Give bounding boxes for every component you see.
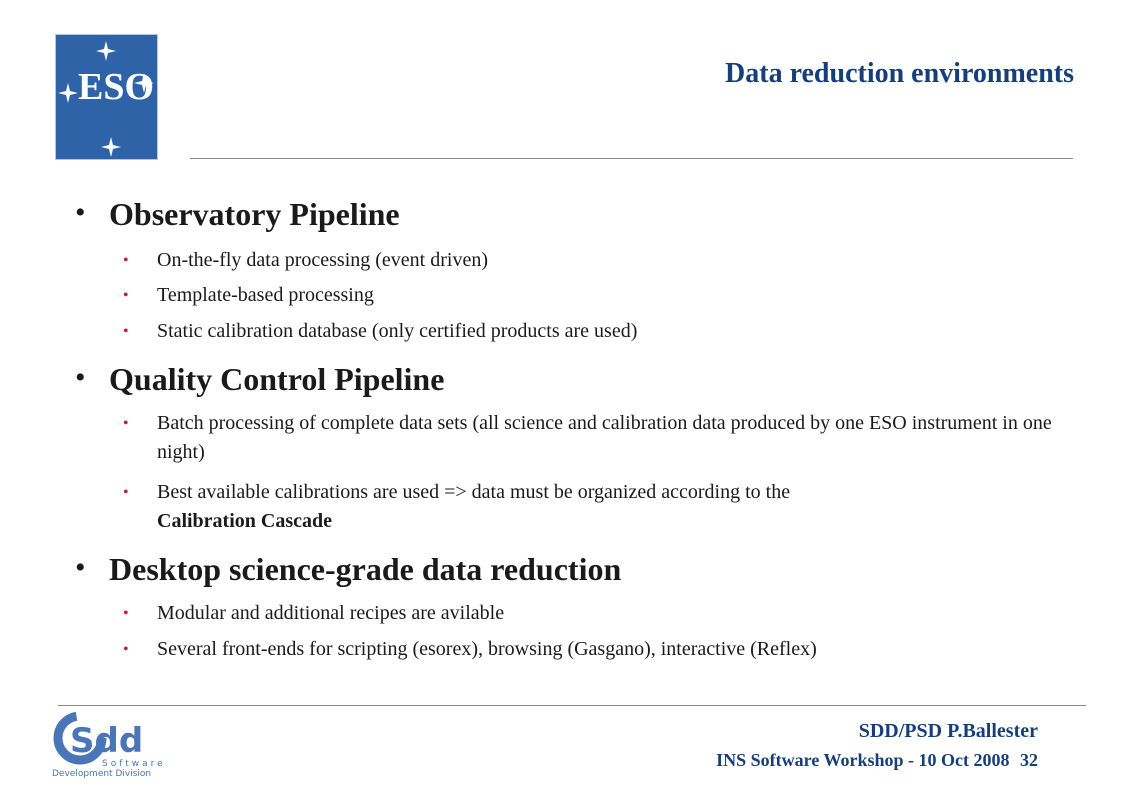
list-item bbox=[123, 635, 1057, 664]
list-item-text: Several front-ends for scripting (esorex), browsing (Gasgano), interactive (Reflex) bbox=[157, 638, 817, 660]
sdd-logo-software: Software bbox=[102, 759, 166, 769]
list-item bbox=[123, 599, 1057, 628]
list-item bbox=[123, 246, 1057, 275]
footer-divider bbox=[58, 705, 1086, 706]
bullet-icon: • bbox=[123, 323, 129, 340]
section-heading bbox=[75, 361, 445, 398]
eso-logo-es: ESO bbox=[78, 66, 155, 108]
section-heading-text: Observatory Pipeline bbox=[109, 196, 400, 232]
sdd-logo-division: Development Division bbox=[52, 769, 152, 778]
bullet-icon: • bbox=[75, 196, 86, 229]
bullet-icon: • bbox=[123, 415, 129, 432]
bullet-icon: • bbox=[75, 361, 86, 394]
bullet-icon: • bbox=[123, 605, 129, 622]
section-heading bbox=[75, 196, 400, 233]
footer-event: INS Software Workshop - 10 Oct 2008 bbox=[716, 750, 1010, 770]
section-heading-text: Desktop science-grade data reduction bbox=[109, 551, 622, 587]
list-item-text: Modular and additional recipes are avilable bbox=[157, 602, 505, 624]
list-item bbox=[123, 409, 1057, 467]
header-divider bbox=[190, 158, 1073, 159]
list-item-text: Template-based processing bbox=[157, 284, 374, 306]
footer-event-line bbox=[716, 750, 1038, 771]
sdd-logo-letters: Sdd bbox=[70, 721, 144, 761]
list-item-text: On-the-fly data processing (event driven) bbox=[157, 249, 488, 271]
list-item-text: Best available calibrations are used => data must be organized according to the bbox=[157, 481, 791, 503]
list-item-text: Static calibration database (only certified products are used) bbox=[157, 320, 638, 342]
eso-logo bbox=[55, 34, 158, 160]
list-item-bold-text: Calibration Cascade bbox=[157, 510, 332, 532]
section-heading bbox=[75, 551, 622, 588]
bullet-icon: • bbox=[75, 551, 86, 584]
bullet-icon: • bbox=[123, 287, 129, 304]
list-item-text: Batch processing of complete data sets (all science and calibration data produced by one ESO instrument in one night) bbox=[157, 412, 1052, 463]
footer-author: SDD/PSD P.Ballester bbox=[858, 720, 1038, 742]
section-heading-text: Quality Control Pipeline bbox=[109, 361, 445, 397]
bullet-icon: • bbox=[123, 484, 129, 501]
page-title: Data reduction environments bbox=[725, 58, 1074, 89]
page-number: 32 bbox=[1020, 750, 1038, 770]
list-item bbox=[123, 281, 1057, 310]
bullet-icon: • bbox=[123, 641, 129, 658]
list-item bbox=[123, 478, 1057, 536]
bullet-icon: • bbox=[123, 252, 129, 269]
sdd-logo bbox=[52, 712, 182, 778]
list-item bbox=[123, 317, 1057, 346]
